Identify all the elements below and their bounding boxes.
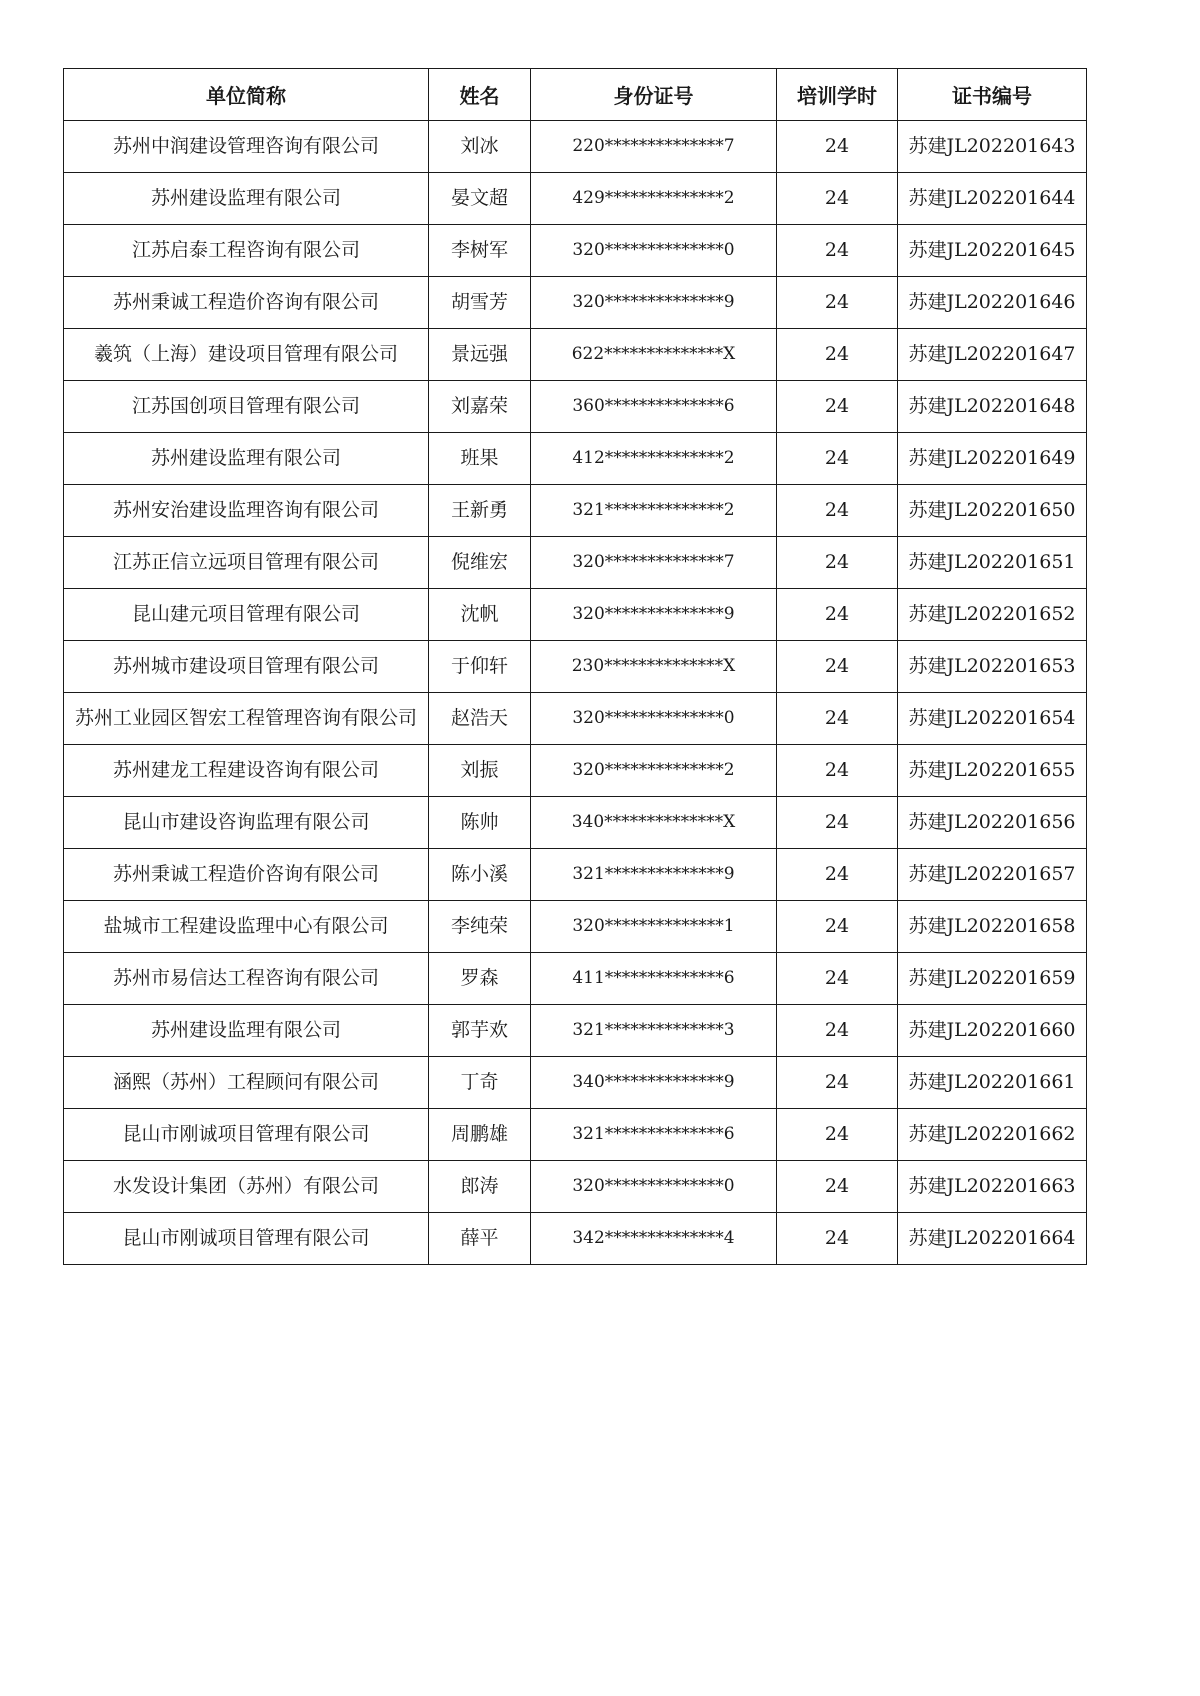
cell-hours: 24	[777, 1109, 898, 1161]
table-row	[64, 1005, 1087, 1057]
cell-hours: 24	[777, 225, 898, 277]
cell-cert-no: 苏建JL202201659	[898, 953, 1087, 1005]
cell-name: 于仰轩	[429, 641, 531, 693]
cell-unit: 昆山建元项目管理有限公司	[64, 589, 429, 641]
cell-name: 胡雪芳	[429, 277, 531, 329]
cell-unit: 苏州建设监理有限公司	[64, 433, 429, 485]
cell-hours: 24	[777, 485, 898, 537]
cell-cert-no: 苏建JL202201648	[898, 381, 1087, 433]
cell-id-number: 320**************1	[531, 901, 777, 953]
table-row	[64, 1213, 1087, 1265]
cell-name: 李树军	[429, 225, 531, 277]
cell-hours: 24	[777, 589, 898, 641]
cell-cert-no: 苏建JL202201664	[898, 1213, 1087, 1265]
cell-unit: 江苏启泰工程咨询有限公司	[64, 225, 429, 277]
cell-id-number: 321**************2	[531, 485, 777, 537]
header-unit: 单位简称	[64, 69, 429, 121]
cell-hours: 24	[777, 641, 898, 693]
cell-unit: 苏州秉诚工程造价咨询有限公司	[64, 849, 429, 901]
cell-cert-no: 苏建JL202201657	[898, 849, 1087, 901]
cell-unit: 江苏正信立远项目管理有限公司	[64, 537, 429, 589]
table-row	[64, 433, 1087, 485]
cell-cert-no: 苏建JL202201661	[898, 1057, 1087, 1109]
cell-cert-no: 苏建JL202201649	[898, 433, 1087, 485]
cell-id-number: 230**************X	[531, 641, 777, 693]
cell-unit: 苏州工业园区智宏工程管理咨询有限公司	[64, 693, 429, 745]
cell-hours: 24	[777, 433, 898, 485]
cell-unit: 江苏国创项目管理有限公司	[64, 381, 429, 433]
cell-unit: 昆山市刚诚项目管理有限公司	[64, 1213, 429, 1265]
cell-cert-no: 苏建JL202201652	[898, 589, 1087, 641]
cell-unit: 苏州建设监理有限公司	[64, 1005, 429, 1057]
table-row	[64, 277, 1087, 329]
cell-hours: 24	[777, 849, 898, 901]
cell-name: 景远强	[429, 329, 531, 381]
cell-id-number: 340**************X	[531, 797, 777, 849]
cell-unit: 苏州安治建设监理咨询有限公司	[64, 485, 429, 537]
cell-name: 丁奇	[429, 1057, 531, 1109]
cell-name: 倪维宏	[429, 537, 531, 589]
table-row	[64, 173, 1087, 225]
cell-name: 周鹏雄	[429, 1109, 531, 1161]
cell-hours: 24	[777, 329, 898, 381]
table-row	[64, 381, 1087, 433]
table-row	[64, 121, 1087, 173]
cell-name: 郎涛	[429, 1161, 531, 1213]
cell-unit: 苏州市易信达工程咨询有限公司	[64, 953, 429, 1005]
header-hours: 培训学时	[777, 69, 898, 121]
cell-hours: 24	[777, 901, 898, 953]
cell-hours: 24	[777, 1005, 898, 1057]
cell-id-number: 320**************0	[531, 225, 777, 277]
cell-cert-no: 苏建JL202201647	[898, 329, 1087, 381]
cell-cert-no: 苏建JL202201643	[898, 121, 1087, 173]
cell-id-number: 622**************X	[531, 329, 777, 381]
cell-cert-no: 苏建JL202201655	[898, 745, 1087, 797]
cell-hours: 24	[777, 381, 898, 433]
cell-unit: 苏州建设监理有限公司	[64, 173, 429, 225]
cell-id-number: 342**************4	[531, 1213, 777, 1265]
cell-id-number: 340**************9	[531, 1057, 777, 1109]
table-row	[64, 1161, 1087, 1213]
table-row	[64, 329, 1087, 381]
cell-id-number: 320**************9	[531, 589, 777, 641]
cell-id-number: 320**************7	[531, 537, 777, 589]
table-row	[64, 589, 1087, 641]
cell-hours: 24	[777, 121, 898, 173]
cell-hours: 24	[777, 1213, 898, 1265]
header-id-number: 身份证号	[531, 69, 777, 121]
cell-cert-no: 苏建JL202201654	[898, 693, 1087, 745]
cell-name: 罗森	[429, 953, 531, 1005]
cell-name: 刘振	[429, 745, 531, 797]
cell-unit: 涵熙（苏州）工程顾问有限公司	[64, 1057, 429, 1109]
cell-cert-no: 苏建JL202201658	[898, 901, 1087, 953]
cell-cert-no: 苏建JL202201650	[898, 485, 1087, 537]
cell-hours: 24	[777, 537, 898, 589]
cell-unit: 昆山市刚诚项目管理有限公司	[64, 1109, 429, 1161]
table-row	[64, 693, 1087, 745]
cell-name: 班果	[429, 433, 531, 485]
header-cert-no: 证书编号	[898, 69, 1087, 121]
training-certificate-table	[63, 68, 1087, 1265]
cell-cert-no: 苏建JL202201663	[898, 1161, 1087, 1213]
cell-unit: 苏州建龙工程建设咨询有限公司	[64, 745, 429, 797]
table-row	[64, 1109, 1087, 1161]
cell-name: 李纯荣	[429, 901, 531, 953]
table-row	[64, 1057, 1087, 1109]
cell-name: 赵浩天	[429, 693, 531, 745]
cell-cert-no: 苏建JL202201656	[898, 797, 1087, 849]
cell-unit: 昆山市建设咨询监理有限公司	[64, 797, 429, 849]
cell-unit: 盐城市工程建设监理中心有限公司	[64, 901, 429, 953]
cell-hours: 24	[777, 173, 898, 225]
cell-hours: 24	[777, 745, 898, 797]
cell-name: 郭芋欢	[429, 1005, 531, 1057]
cell-id-number: 321**************3	[531, 1005, 777, 1057]
cell-cert-no: 苏建JL202201644	[898, 173, 1087, 225]
table-row	[64, 745, 1087, 797]
cell-cert-no: 苏建JL202201646	[898, 277, 1087, 329]
cell-name: 沈帆	[429, 589, 531, 641]
cell-unit: 苏州中润建设管理咨询有限公司	[64, 121, 429, 173]
table-row	[64, 849, 1087, 901]
cell-unit: 水发设计集团（苏州）有限公司	[64, 1161, 429, 1213]
cell-id-number: 220**************7	[531, 121, 777, 173]
cell-hours: 24	[777, 693, 898, 745]
table-row	[64, 901, 1087, 953]
cell-id-number: 412**************2	[531, 433, 777, 485]
cell-id-number: 320**************2	[531, 745, 777, 797]
cell-id-number: 321**************9	[531, 849, 777, 901]
cell-name: 陈帅	[429, 797, 531, 849]
table-row	[64, 797, 1087, 849]
table-row	[64, 953, 1087, 1005]
cell-id-number: 360**************6	[531, 381, 777, 433]
table-row	[64, 485, 1087, 537]
cell-name: 晏文超	[429, 173, 531, 225]
cell-id-number: 320**************9	[531, 277, 777, 329]
cell-name: 王新勇	[429, 485, 531, 537]
cell-id-number: 320**************0	[531, 693, 777, 745]
table-header-row	[64, 69, 1087, 121]
cell-hours: 24	[777, 277, 898, 329]
cell-name: 刘冰	[429, 121, 531, 173]
cell-id-number: 411**************6	[531, 953, 777, 1005]
cell-hours: 24	[777, 1057, 898, 1109]
cell-cert-no: 苏建JL202201662	[898, 1109, 1087, 1161]
cell-hours: 24	[777, 797, 898, 849]
cell-unit: 苏州城市建设项目管理有限公司	[64, 641, 429, 693]
cell-hours: 24	[777, 953, 898, 1005]
cell-cert-no: 苏建JL202201653	[898, 641, 1087, 693]
cell-cert-no: 苏建JL202201651	[898, 537, 1087, 589]
cell-unit: 羲筑（上海）建设项目管理有限公司	[64, 329, 429, 381]
table-row	[64, 537, 1087, 589]
header-name: 姓名	[429, 69, 531, 121]
cell-id-number: 429**************2	[531, 173, 777, 225]
cell-cert-no: 苏建JL202201645	[898, 225, 1087, 277]
table-row	[64, 641, 1087, 693]
cell-id-number: 320**************0	[531, 1161, 777, 1213]
cell-name: 陈小溪	[429, 849, 531, 901]
cell-unit: 苏州秉诚工程造价咨询有限公司	[64, 277, 429, 329]
cell-name: 刘嘉荣	[429, 381, 531, 433]
cell-id-number: 321**************6	[531, 1109, 777, 1161]
cell-cert-no: 苏建JL202201660	[898, 1005, 1087, 1057]
cell-name: 薛平	[429, 1213, 531, 1265]
table-row	[64, 225, 1087, 277]
cell-hours: 24	[777, 1161, 898, 1213]
